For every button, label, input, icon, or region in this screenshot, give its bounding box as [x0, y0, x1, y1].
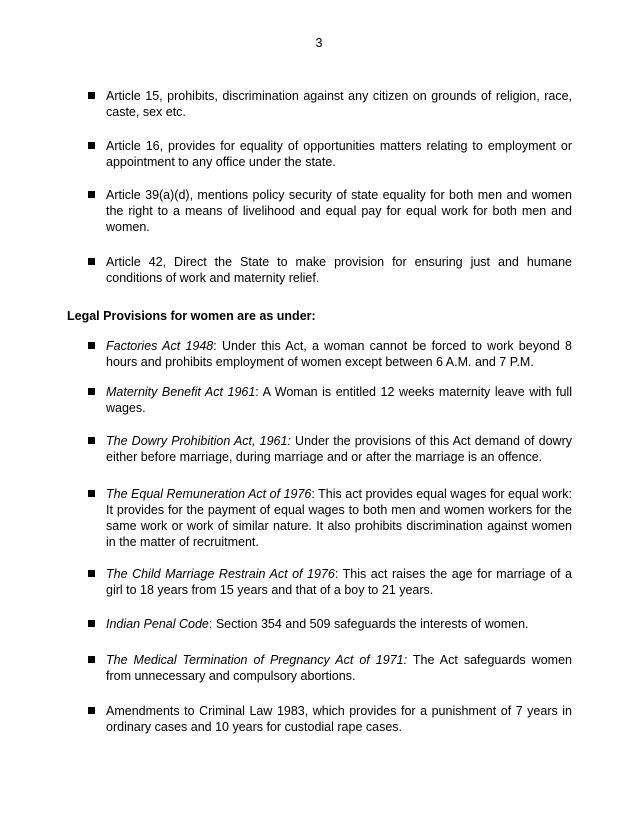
act-description: Under this Act, a woman cannot be forced to work beyond 8 hours and prohibits employment of women except between 6 A.M. and 7 P.M.: [106, 339, 572, 369]
list-item: [106, 254, 572, 286]
list-item: [106, 433, 572, 465]
square-bullet-icon: [88, 656, 95, 663]
list-item: [106, 486, 572, 550]
act-description: The Act safeguards women from unnecessary and compulsory abortions.: [106, 653, 572, 683]
list-item: [106, 703, 572, 735]
list-item: [106, 338, 572, 370]
act-separator: :: [334, 567, 343, 581]
list-item: [106, 384, 572, 416]
act-separator: :: [311, 487, 319, 501]
act-description: Amendments to Criminal Law 1983, which provides for a punishment of 7 years in ordinary cases and 10 years for custodial rape cases.: [106, 704, 572, 734]
list-item-text: Article 15, prohibits, discrimination against any citizen on grounds of religion, race, caste, sex etc.: [106, 89, 572, 119]
act-name: The Dowry Prohibition Act, 1961:: [106, 434, 291, 448]
list-item-text: Article 16, provides for equality of opportunities matters relating to employment or appointment to any office under the state.: [106, 139, 572, 169]
list-item: [106, 88, 572, 120]
list-item: [106, 566, 572, 598]
act-description: Section 354 and 509 safeguards the interests of women.: [215, 617, 529, 631]
square-bullet-icon: [88, 620, 95, 627]
act-separator: :: [213, 339, 222, 353]
square-bullet-icon: [88, 437, 95, 444]
list-item-text: Article 42, Direct the State to make provision for ensuring just and humane conditions of work and maternity relief.: [106, 255, 572, 285]
square-bullet-icon: [88, 490, 95, 497]
list-item-text: Article 39(a)(d), mentions policy security of state equality for both men and women the right to a means of livelihood and equal pay for equal work for both men and women.: [106, 188, 572, 234]
act-separator: :: [255, 385, 263, 399]
square-bullet-icon: [88, 142, 95, 149]
square-bullet-icon: [88, 92, 95, 99]
square-bullet-icon: [88, 191, 95, 198]
act-separator: :: [208, 617, 216, 631]
list-item: [106, 652, 572, 684]
list-item: [106, 616, 572, 632]
act-name: The Child Marriage Restrain Act of 1976: [106, 567, 335, 581]
page-number: 3: [315, 36, 323, 50]
act-name: The Medical Termination of Pregnancy Act of 1971:: [106, 653, 408, 667]
section-heading: Legal Provisions for women are as under:: [67, 309, 316, 323]
act-description: This act provides equal wages for equal work: It provides for the payment of equal wages to both men and women workers for the same work or work of similar nature. It also prohibits discrimination against women in the matter of recruitment.: [106, 487, 572, 549]
square-bullet-icon: [88, 342, 95, 349]
act-description: This act raises the age for marriage of a girl to 18 years from 15 years and that of a boy to 21 years.: [106, 567, 572, 597]
square-bullet-icon: [88, 388, 95, 395]
act-name: The Equal Remuneration Act of 1976: [106, 487, 312, 501]
square-bullet-icon: [88, 570, 95, 577]
list-item: [106, 187, 572, 235]
list-item: [106, 138, 572, 170]
act-name: Maternity Benefit Act 1961: [106, 385, 256, 399]
act-name: Indian Penal Code: [106, 617, 209, 631]
square-bullet-icon: [88, 258, 95, 265]
square-bullet-icon: [88, 707, 95, 714]
act-name: Factories Act 1948: [106, 339, 214, 353]
act-description: A Woman is entitled 12 weeks maternity leave with full wages.: [106, 385, 572, 415]
act-description: Under the provisions of this Act demand of dowry either before marriage, during marriage and or after the marriage is an offence.: [106, 434, 572, 464]
